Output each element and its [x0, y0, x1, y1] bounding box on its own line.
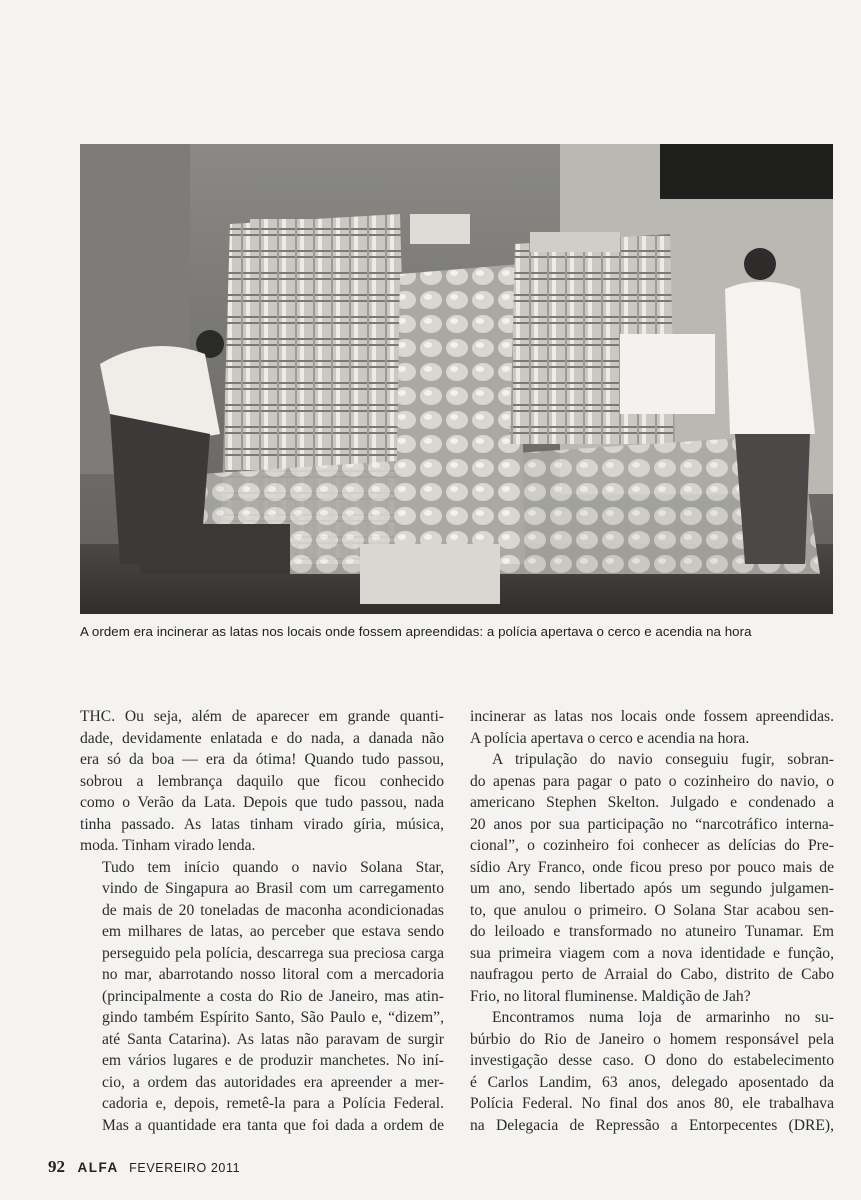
text-line: THC. Ou seja, além de aparecer em grande quanti- [80, 708, 444, 725]
paragraph [470, 1007, 834, 1136]
text-line: Mas a quantidade era tanta que foi dada a ordem de [102, 1116, 444, 1134]
article-column-right [470, 706, 834, 1136]
text-line: sobrou a lembrança daquilo que ficou conhecido [80, 772, 444, 790]
text-line: sua primeira viagem com a nova identidade e função, [470, 944, 834, 962]
text-line: sídio Ary Franco, onde ficou preso por pouco mais de [470, 858, 834, 876]
text-line: 20 anos por sua participação no “narcotráfico interna- [470, 815, 834, 833]
text-line: perseguido pela polícia, descarrega sua preciosa carga [102, 944, 444, 962]
paragraph [470, 706, 834, 749]
text-line: como o Verão da Lata. Depois que tudo passou, nada [80, 794, 444, 811]
photo-caption: A ordem era incinerar as latas nos locais onde fossem apreendidas: a polícia apertava o cerco e acendia na hora [80, 624, 752, 639]
paragraph [80, 857, 444, 1137]
magazine-name: ALFA [77, 1160, 119, 1175]
text-line: um ano, sendo libertado após um segundo julgamen- [470, 880, 834, 897]
text-line: no mar, abarrotando nosso litoral com a mercadoria [102, 966, 444, 983]
text-line: vindo de Singapura ao Brasil com um carregamento [102, 880, 444, 897]
text-line: até Santa Catarina). As latas não paravam de surgir [102, 1030, 444, 1048]
text-line: era só da boa — era da ótima! Quando tudo passou, [80, 751, 444, 768]
photo-illustration [80, 144, 833, 614]
text-line: em milhares de latas, ao perceber que estava sendo [102, 923, 444, 940]
text-line: cional”, o cozinheiro foi conhecer as delícias do Pre- [470, 837, 834, 854]
text-line: búrbio do Rio de Janeiro o homem responsável pela [470, 1030, 834, 1048]
text-line: investigação desse caso. O dono do estabelecimento [470, 1052, 834, 1069]
text-line: de mais de 20 toneladas de maconha acondicionadas [102, 901, 444, 919]
text-line: Tudo tem início quando o navio Solana Star, [102, 858, 444, 876]
text-line: A polícia apertava o cerco e acendia na hora. [470, 729, 750, 747]
text-line: A tripulação do navio conseguiu fugir, sobran- [492, 751, 834, 768]
text-line: dade, devidamente enlatada e do nada, a danada não [80, 729, 444, 747]
text-line: gindo também Espírito Santo, São Paulo e, “dizem”, [102, 1009, 444, 1026]
page-footer [48, 1157, 240, 1177]
text-line: moda. Tinham virado lenda. [80, 837, 256, 854]
text-line: cio, a ordem das autoridades era apreender a mer- [102, 1073, 444, 1091]
text-line: tinha passado. As latas tinham virado gíria, música, [80, 815, 444, 833]
text-line: naufragou perto de Arraial do Cabo, distrito de Cabo [470, 966, 834, 983]
text-line: em vários lugares e de produzir manchetes. No iní- [102, 1052, 444, 1069]
page-number: 92 [48, 1157, 65, 1176]
text-line: na Delegacia de Repressão a Entorpecentes (DRE), [470, 1116, 834, 1134]
text-line: cadoria e, depois, remetê-la para a Polícia Federal. [102, 1095, 444, 1112]
text-line: to, que anulou o primeiro. O Solana Star acabou sen- [470, 901, 834, 919]
article-column-left [80, 706, 444, 1136]
text-line: Frio, no litoral fluminense. Maldição de Jah? [470, 987, 751, 1005]
text-line: Polícia Federal. No final dos anos 80, ele trabalhava [470, 1095, 834, 1112]
text-line: é Carlos Landim, 63 anos, delegado aposentado da [470, 1073, 834, 1091]
issue-date: FEVEREIRO 2011 [129, 1161, 241, 1175]
text-line: americano Stephen Skelton. Julgado e condenado a [470, 794, 834, 811]
text-line: incinerar as latas nos locais onde fossem apreendidas. [470, 708, 834, 725]
paragraph [470, 749, 834, 1007]
text-line: do leiloado e transformado no atuneiro Tunamar. Em [470, 923, 834, 940]
paragraph [80, 706, 444, 857]
text-line: (principalmente a costa do Rio de Janeiro, mas atin- [102, 987, 444, 1005]
text-line: do apenas para pagar o pato o cozinheiro do navio, o [470, 772, 834, 790]
text-line: Encontramos numa loja de armarinho no su- [492, 1009, 834, 1026]
confiscated-cans-photo [80, 144, 833, 614]
